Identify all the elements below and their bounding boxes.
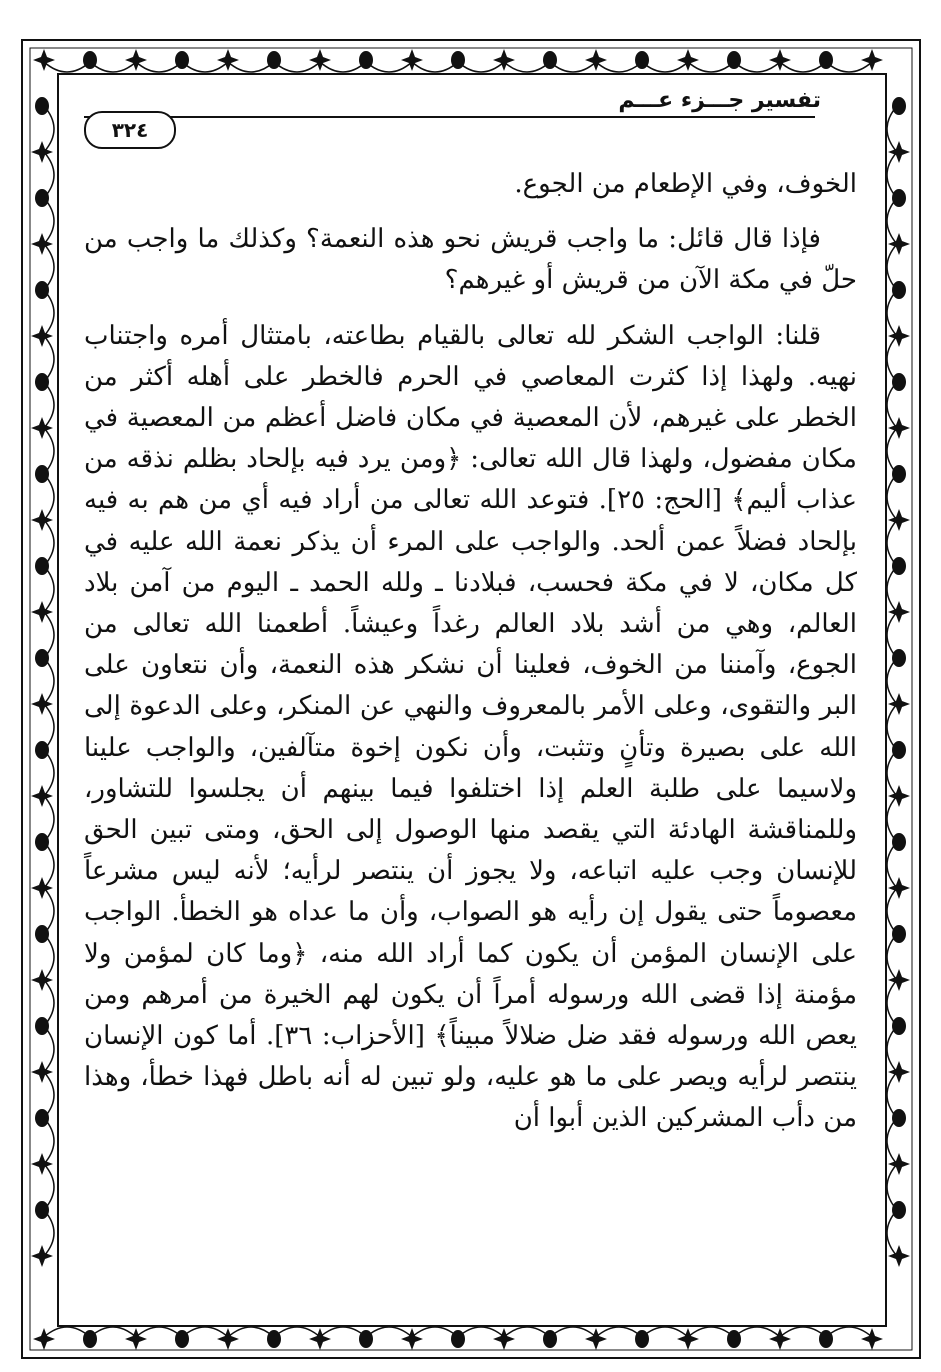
border-arc-ornament — [366, 62, 412, 72]
paragraph-2: فإذا قال قائل: ما واجب قريش نحو هذه النعمة؟ وكذلك ما واجب من حلّ في مكة الآن من قريش أو غيرهم؟ — [84, 224, 857, 296]
border-arc-ornament — [228, 62, 274, 72]
border-dot-ornament — [35, 189, 49, 207]
book-title: تفسير جـــزء عـــم — [618, 88, 821, 113]
border-arc-ornament — [550, 1327, 596, 1337]
border-arc-ornament — [90, 62, 136, 72]
border-arc-ornament — [274, 1327, 320, 1337]
border-dot-ornament — [35, 649, 49, 667]
border-arc-ornament — [44, 62, 90, 72]
border-arc-ornament — [596, 1327, 642, 1337]
header-rule — [84, 116, 815, 118]
border-arc-ornament — [274, 62, 320, 72]
border-arc-ornament — [642, 62, 688, 72]
border-arc-ornament — [596, 62, 642, 72]
border-arc-ornament — [458, 62, 504, 72]
border-arc-ornament — [412, 62, 458, 72]
border-dot-ornament — [892, 1109, 906, 1127]
border-dot-ornament — [892, 373, 906, 391]
border-arc-ornament — [90, 1327, 136, 1337]
border-dot-ornament — [35, 1201, 49, 1219]
border-arc-ornament — [826, 62, 872, 72]
border-dot-ornament — [35, 741, 49, 759]
border-dot-ornament — [35, 925, 49, 943]
border-arc-ornament — [320, 62, 366, 72]
border-dot-ornament — [35, 373, 49, 391]
border-arc-ornament — [182, 1327, 228, 1337]
border-arc-ornament — [228, 1327, 274, 1337]
border-arc-ornament — [550, 62, 596, 72]
border-arc-ornament — [182, 62, 228, 72]
border-dot-ornament — [35, 1017, 49, 1035]
page-number: ٣٢٤ — [111, 118, 149, 142]
border-arc-ornament — [136, 62, 182, 72]
border-dot-ornament — [892, 741, 906, 759]
border-dot-ornament — [35, 281, 49, 299]
border-arc-ornament — [320, 1327, 366, 1337]
border-dot-ornament — [892, 189, 906, 207]
border-dot-ornament — [892, 465, 906, 483]
border-arc-ornament — [504, 62, 550, 72]
paragraph-1: الخوف، وفي الإطعام من الجوع. — [514, 169, 857, 199]
border-dot-ornament — [892, 925, 906, 943]
border-arc-ornament — [688, 1327, 734, 1337]
border-dot-ornament — [35, 557, 49, 575]
page-body — [84, 164, 857, 1140]
border-arc-ornament — [44, 1327, 90, 1337]
border-arc-ornament — [642, 1327, 688, 1337]
border-dot-ornament — [35, 97, 49, 115]
border-arc-ornament — [458, 1327, 504, 1337]
border-dot-ornament — [892, 557, 906, 575]
border-dot-ornament — [892, 1017, 906, 1035]
border-arc-ornament — [734, 62, 780, 72]
border-dot-ornament — [35, 1109, 49, 1127]
border-dot-ornament — [892, 1201, 906, 1219]
border-arc-ornament — [734, 1327, 780, 1337]
border-arc-ornament — [504, 1327, 550, 1337]
border-arc-ornament — [780, 1327, 826, 1337]
border-arc-ornament — [688, 62, 734, 72]
border-arc-ornament — [412, 1327, 458, 1337]
border-arc-ornament — [366, 1327, 412, 1337]
page-number-badge — [84, 111, 176, 149]
border-dot-ornament — [892, 833, 906, 851]
border-arc-ornament — [826, 1327, 872, 1337]
border-dot-ornament — [35, 833, 49, 851]
border-arc-ornament — [780, 62, 826, 72]
paragraph-3: قلنا: الواجب الشكر لله تعالى بالقيام بطاعته، بامتثال أمره واجتناب نهيه. ولهذا إذا كثرت المعاصي في الحرم فالخطر على أهله أكثر من الخطر على غيرهم، لأن المعصية في مكان فاضل أعظم من المعصية في مكان مفضول، ولهذا قال الله تعالى: ﴿ومن يرد فيه بإلحاد بظلم نذقه من عذاب أليم﴾ [الحج: ٢٥]. فتوعد الله تعالى من أراد فيه أي من هم به فيه بإلحاد فضلاً عمن ألحد. والواجب على المرء أن يذكر نعمة الله عليه في كل مكان، لا في مكة فحسب، فبلادنا ـ ولله الحمد ـ اليوم من آمن بلاد العالم، وهي من أشد بلاد العالم رغداً وعيشاً. أطعمنا الله تعالى من الجوع، وآمننا من الخوف، فعلينا أن نشكر هذه النعمة، وأن نتعاون على البر والتقوى، وعلى الأمر بالمعروف والنهي عن المنكر، وعلى الدعوة إلى الله على بصيرة وتأنٍ وتثبت، وأن نكون إخوة متآلفين، والواجب علينا ولاسيما على طلبة العلم إذا اختلفوا فيما بينهم أن يجلسوا للتشاور، وللمناقشة الهادئة التي يقصد منها الوصول إلى الحق، ومتى تبين الحق للإنسان وجب عليه اتباعه، ولا يجوز أن ينتصر لرأيه؛ لأنه ليس مشرعاً معصوماً حتى يقول إن رأيه هو الصواب، وأن ما عداه هو الخطأ. الواجب على الإنسان المؤمن أن يكون كما أراد الله منه، ﴿وما كان لمؤمن ولا مؤمنة إذا قضى الله ورسوله أمراً أن يكون لهم الخيرة من أمرهم ومن يعص الله ورسوله فقد ضل ضلالاً مبيناً﴾ [الأحزاب: ٣٦]. أما كون الإنسان ينتصر لرأيه ويصر على ما هو عليه، ولو تبين له أنه باطل فهذا خطأ، وهذا من دأب المشركين الذين أبوا أن — [84, 320, 857, 1134]
border-dot-ornament — [892, 649, 906, 667]
border-dot-ornament — [892, 97, 906, 115]
border-arc-ornament — [136, 1327, 182, 1337]
border-dot-ornament — [892, 281, 906, 299]
border-dot-ornament — [35, 465, 49, 483]
